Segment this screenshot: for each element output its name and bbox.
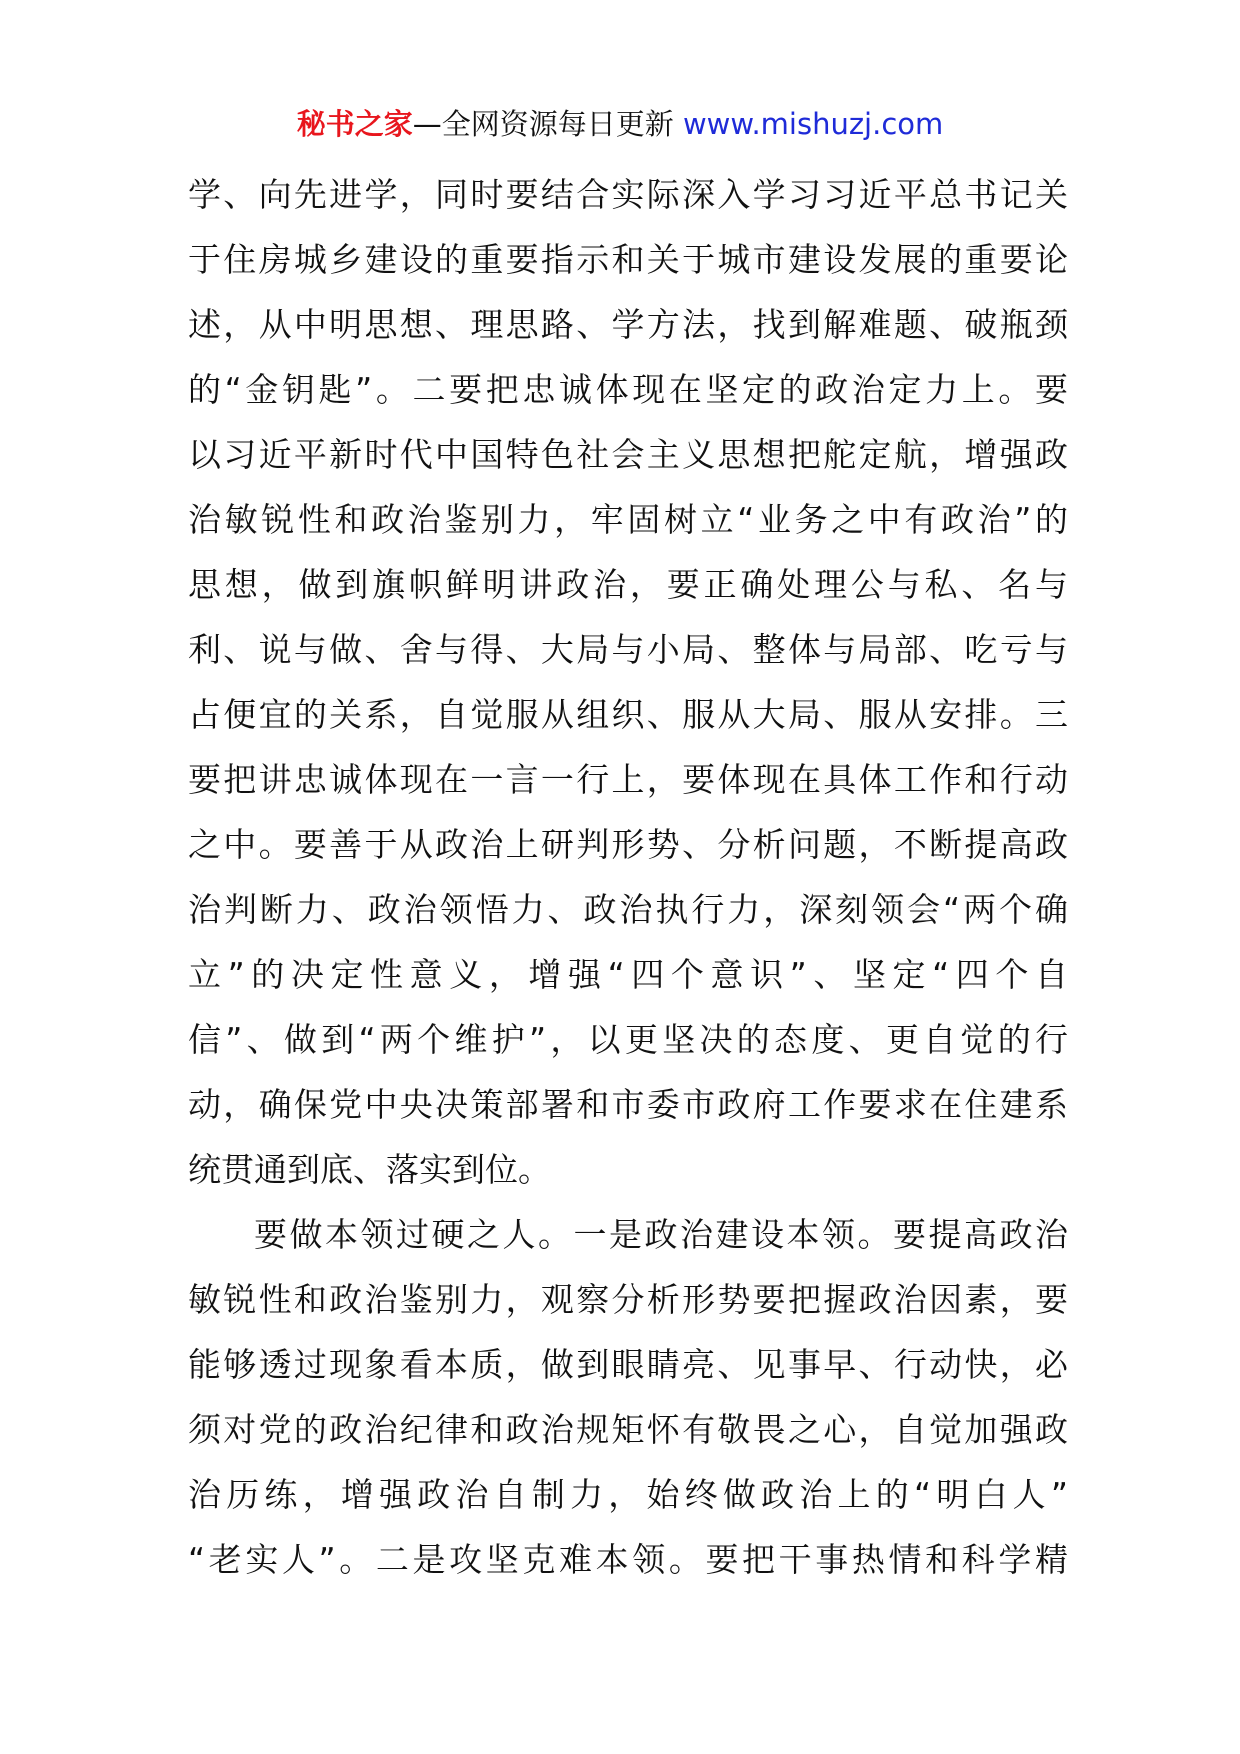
text-line: 的“金钥匙”。二要把忠诚体现在坚定的政治定力上。要 bbox=[188, 370, 1068, 409]
text-line: 动，确保党中央决策部署和市委市政府工作要求在住建系 bbox=[188, 1085, 1068, 1124]
text-line: 占便宜的关系，自觉服从组织、服从大局、服从安排。三 bbox=[188, 695, 1068, 734]
text-line: 要把讲忠诚体现在一言一行上，要体现在具体工作和行动 bbox=[188, 760, 1068, 799]
text-line: 治判断力、政治领悟力、政治执行力，深刻领会“两个确 bbox=[188, 890, 1068, 929]
site-brand: 秘书之家 bbox=[296, 107, 413, 141]
text-line: 能够透过现象看本质，做到眼睛亮、见事早、行动快，必 bbox=[188, 1345, 1068, 1384]
paragraph-2 bbox=[188, 1202, 1068, 1592]
document-body bbox=[188, 162, 1068, 1592]
text-line: 敏锐性和政治鉴别力，观察分析形势要把握政治因素，要 bbox=[188, 1280, 1068, 1319]
text-line: 于住房城乡建设的重要指示和关于城市建设发展的重要论 bbox=[188, 240, 1068, 279]
paragraph-1 bbox=[188, 162, 1068, 1202]
text-line: 治历练，增强政治自制力，始终做政治上的“明白人” bbox=[188, 1475, 1068, 1514]
text-line: 要做本领过硬之人。一是政治建设本领。要提高政治 bbox=[254, 1215, 1068, 1254]
text-line: 以习近平新时代中国特色社会主义思想把舵定航，增强政 bbox=[188, 435, 1068, 474]
text-line: 须对党的政治纪律和政治规矩怀有敬畏之心，自觉加强政 bbox=[188, 1410, 1068, 1449]
text-line: “老实人”。二是攻坚克难本领。要把干事热情和科学精 bbox=[188, 1540, 1068, 1579]
text-line: 信”、做到“两个维护”，以更坚决的态度、更自觉的行 bbox=[188, 1020, 1068, 1059]
text-line: 思想，做到旗帜鲜明讲政治，要正确处理公与私、名与 bbox=[188, 565, 1068, 604]
text-line: 统贯通到底、落实到位。 bbox=[188, 1150, 551, 1189]
text-line: 之中。要善于从政治上研判形势、分析问题，不断提高政 bbox=[188, 825, 1068, 864]
site-url-link[interactable]: www.mishuzj.com bbox=[682, 107, 944, 141]
text-line: 治敏锐性和政治鉴别力，牢固树立“业务之中有政治”的 bbox=[188, 500, 1068, 539]
site-tagline: —全网资源每日更新 bbox=[412, 107, 674, 141]
text-line: 利、说与做、舍与得、大局与小局、整体与局部、吃亏与 bbox=[188, 630, 1068, 669]
site-header bbox=[0, 104, 1240, 144]
text-line: 学、向先进学，同时要结合实际深入学习习近平总书记关 bbox=[188, 175, 1068, 214]
text-line: 述，从中明思想、理思路、学方法，找到解难题、破瓶颈 bbox=[188, 305, 1068, 344]
text-line: 立”的决定性意义，增强“四个意识”、坚定“四个自 bbox=[188, 955, 1068, 994]
